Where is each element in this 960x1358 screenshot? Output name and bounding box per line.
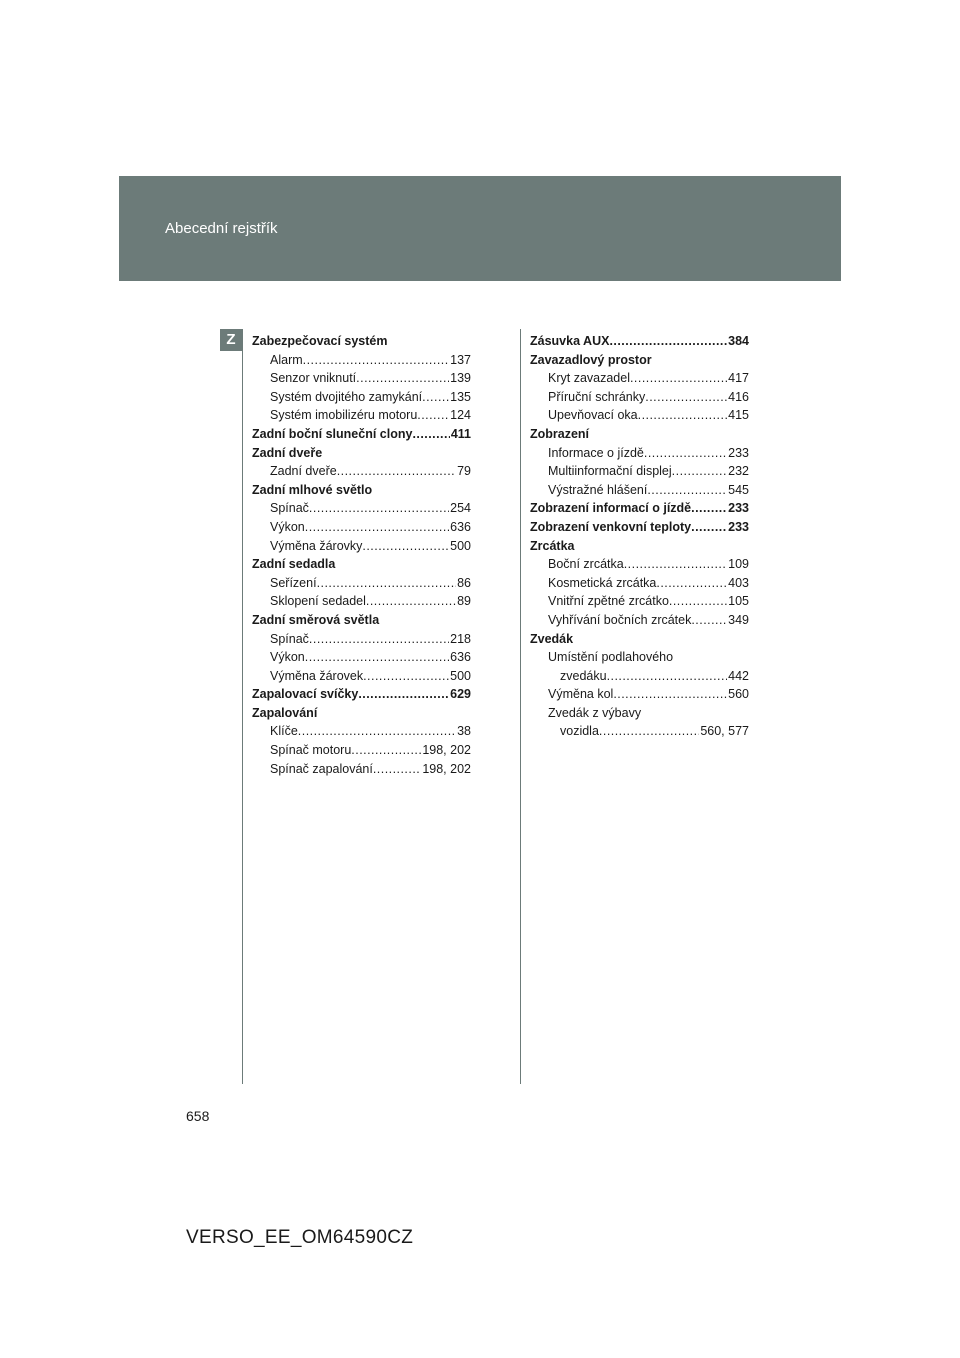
index-entry: [530, 704, 749, 723]
entry-label: Zadní sedadla: [252, 557, 336, 572]
index-entry: [252, 667, 471, 686]
dot-leader: [691, 518, 727, 537]
index-heading: [530, 518, 749, 537]
entry-page-ref: 403: [728, 575, 749, 590]
dot-leader: [362, 537, 449, 556]
dot-leader: [645, 388, 727, 407]
entry-label: Boční zrcátka: [548, 557, 624, 572]
index-heading: [252, 332, 471, 351]
index-heading: [252, 444, 471, 463]
entry-page-ref: 629: [450, 687, 471, 702]
index-entry: [252, 741, 471, 760]
entry-label: Zásuvka AUX: [530, 334, 610, 348]
dot-leader: [337, 462, 456, 481]
index-heading: [530, 425, 749, 444]
entry-label: Sklopení sedadel: [270, 594, 366, 609]
dot-leader: [691, 499, 727, 518]
middle-column-rule: [520, 329, 521, 1084]
dot-leader: [417, 406, 449, 425]
index-entry: [530, 388, 749, 407]
entry-page-ref: 349: [728, 612, 749, 627]
section-letter-tab: Z: [220, 329, 242, 351]
entry-page-ref: 254: [450, 501, 471, 516]
entry-page-ref: 218: [450, 631, 471, 646]
page-number: 658: [186, 1108, 210, 1124]
entry-page-ref: 442: [728, 668, 749, 683]
entry-label: Výměna kol: [548, 687, 614, 702]
entry-label: Spínač zapalování: [270, 761, 373, 776]
dot-leader: [412, 425, 449, 444]
entry-label: Zvedák: [530, 631, 574, 646]
dot-leader: [317, 574, 457, 593]
entry-page-ref: 139: [450, 371, 471, 386]
dot-leader: [358, 685, 449, 704]
entry-page-ref: 417: [728, 371, 749, 386]
dot-leader: [356, 369, 449, 388]
index-entry: [530, 685, 749, 704]
entry-label: Zavazadlový prostor: [530, 352, 652, 367]
index-entry: [252, 648, 471, 667]
entry-label: Senzor vniknutí: [270, 371, 357, 386]
header-title: Abecední rejstřík: [165, 220, 278, 237]
entry-page-ref: 233: [728, 445, 749, 460]
entry-page-ref: 233: [728, 501, 749, 516]
index-entry: [530, 574, 749, 593]
index-heading: [252, 685, 471, 704]
dot-leader: [373, 760, 421, 779]
dot-leader: [363, 667, 449, 686]
entry-page-ref: 384: [728, 334, 749, 348]
entry-page-ref: 416: [728, 389, 749, 404]
dot-leader: [638, 406, 728, 425]
dot-leader: [309, 499, 449, 518]
entry-page-ref: 545: [728, 482, 749, 497]
entry-label: Zvedák z výbavy: [548, 705, 642, 720]
entry-label: Výměna žárovky: [270, 538, 363, 553]
dot-leader: [624, 555, 727, 574]
entry-page-ref: 38: [457, 724, 471, 739]
entry-label: Výkon: [270, 650, 305, 665]
dot-leader: [607, 667, 728, 686]
index-entry: [530, 648, 749, 667]
entry-label: Systém imobilizéru motoru: [270, 408, 418, 423]
dot-leader: [691, 611, 727, 630]
index-entry: [252, 518, 471, 537]
entry-label: Výstražné hlášení: [548, 482, 648, 497]
entry-label: Zapalovací svíčky: [252, 687, 359, 702]
entry-label: Upevňovací oka: [548, 408, 638, 423]
entry-label: Zobrazení: [530, 426, 590, 441]
index-entry: [530, 555, 749, 574]
entry-label: Informace o jízdě: [548, 445, 644, 460]
entry-page-ref: 232: [728, 464, 749, 479]
dot-leader: [656, 574, 727, 593]
dot-leader: [298, 722, 456, 741]
index-entry: [252, 760, 471, 779]
dot-leader: [647, 481, 727, 500]
index-entry: [530, 592, 749, 611]
entry-page-ref: 124: [450, 408, 471, 423]
entry-page-ref: 89: [457, 594, 471, 609]
entry-page-ref: 500: [450, 538, 471, 553]
index-heading: [530, 351, 749, 370]
dot-leader: [669, 592, 727, 611]
entry-label: Kosmetická zrcátka: [548, 575, 657, 590]
dot-leader: [609, 332, 727, 351]
dot-leader: [366, 592, 456, 611]
entry-label: Zadní dveře: [252, 445, 323, 460]
index-heading: [252, 555, 471, 574]
entry-page-ref: 233: [728, 519, 749, 534]
entry-page-ref: 415: [728, 408, 749, 423]
entry-page-ref: 198, 202: [422, 743, 471, 758]
header-band: [119, 176, 841, 281]
entry-label: Výkon: [270, 519, 305, 534]
index-heading: [252, 425, 471, 444]
entry-label: Zapalování: [252, 705, 318, 720]
entry-label: zvedáku: [560, 668, 607, 683]
index-entry: [530, 611, 749, 630]
entry-label: Zrcátka: [530, 538, 575, 553]
entry-label: Klíče: [270, 724, 298, 739]
entry-page-ref: 79: [457, 464, 471, 479]
dot-leader: [351, 741, 421, 760]
dot-leader: [309, 630, 449, 649]
index-entry: [252, 462, 471, 481]
entry-label: Spínač: [270, 501, 309, 516]
entry-label: Vnitřní zpětné zrcátko: [548, 594, 669, 609]
dot-leader: [672, 462, 727, 481]
index-heading: [252, 611, 471, 630]
index-column-right: [530, 332, 749, 741]
entry-label: Systém dvojitého zamykání: [270, 389, 423, 404]
document-code: VERSO_EE_OM64590CZ: [186, 1227, 414, 1248]
index-heading: [530, 332, 749, 351]
entry-label: Spínač: [270, 631, 309, 646]
dot-leader: [630, 369, 727, 388]
entry-label: Umístění podlahového: [548, 650, 674, 665]
index-entry: [530, 444, 749, 463]
index-heading: [530, 537, 749, 556]
index-heading: [530, 630, 749, 649]
index-entry: [252, 722, 471, 741]
index-entry: [530, 406, 749, 425]
entry-page-ref: 560: [728, 687, 749, 702]
index-entry: [530, 481, 749, 500]
entry-page-ref: 636: [450, 519, 471, 534]
entry-label: Příruční schránky: [548, 389, 646, 404]
entry-label: Výměna žárovek: [270, 668, 364, 683]
index-entry: [252, 388, 471, 407]
index-heading: [252, 704, 471, 723]
dot-leader: [422, 388, 449, 407]
index-entry: [252, 369, 471, 388]
entry-page-ref: 560, 577: [700, 724, 749, 739]
entry-label: Zadní boční sluneční clony: [252, 426, 413, 441]
index-entry: [252, 537, 471, 556]
entry-page-ref: 411: [450, 426, 471, 441]
entry-label: Zadní mlhové světlo: [252, 482, 373, 497]
index-heading: [252, 481, 471, 500]
entry-label: Zadní směrová světla: [252, 612, 380, 627]
entry-page-ref: 500: [450, 668, 471, 683]
entry-page-ref: 135: [450, 389, 471, 404]
entry-label: Spínač motoru: [270, 743, 352, 758]
entry-label: vozidla: [560, 724, 599, 739]
entry-page-ref: 86: [457, 575, 471, 590]
index-entry: [252, 499, 471, 518]
entry-page-ref: 137: [450, 352, 471, 367]
index-column-left: [252, 332, 471, 778]
dot-leader: [303, 351, 449, 370]
entry-page-ref: 198, 202: [422, 761, 471, 776]
index-entry: [252, 406, 471, 425]
index-entry: [252, 630, 471, 649]
dot-leader: [644, 444, 727, 463]
index-entry: [530, 369, 749, 388]
entry-label: Multiinformační displej: [548, 464, 672, 479]
dot-leader: [305, 518, 449, 537]
entry-page-ref: 109: [728, 557, 749, 572]
entry-label: Seřízení: [270, 575, 317, 590]
dot-leader: [599, 722, 699, 741]
dot-leader: [305, 648, 449, 667]
entry-label: Alarm: [270, 352, 303, 367]
index-entry: [530, 667, 749, 686]
index-entry: [530, 462, 749, 481]
index-entry: [252, 574, 471, 593]
entry-label: Zobrazení informací o jízdě: [530, 501, 692, 516]
entry-label: Kryt zavazadel: [548, 371, 630, 386]
index-entry: [530, 722, 749, 741]
entry-label: Zadní dveře: [270, 464, 337, 479]
index-entry: [252, 592, 471, 611]
entry-label: Zobrazení venkovní teploty: [530, 519, 692, 534]
entry-page-ref: 636: [450, 650, 471, 665]
left-column-rule: [242, 329, 243, 1084]
dot-leader: [613, 685, 727, 704]
index-heading: [530, 499, 749, 518]
entry-label: Zabezpečovací systém: [252, 334, 388, 348]
index-entry: [252, 351, 471, 370]
entry-page-ref: 105: [728, 594, 749, 609]
entry-label: Vyhřívání bočních zrcátek: [548, 612, 692, 627]
